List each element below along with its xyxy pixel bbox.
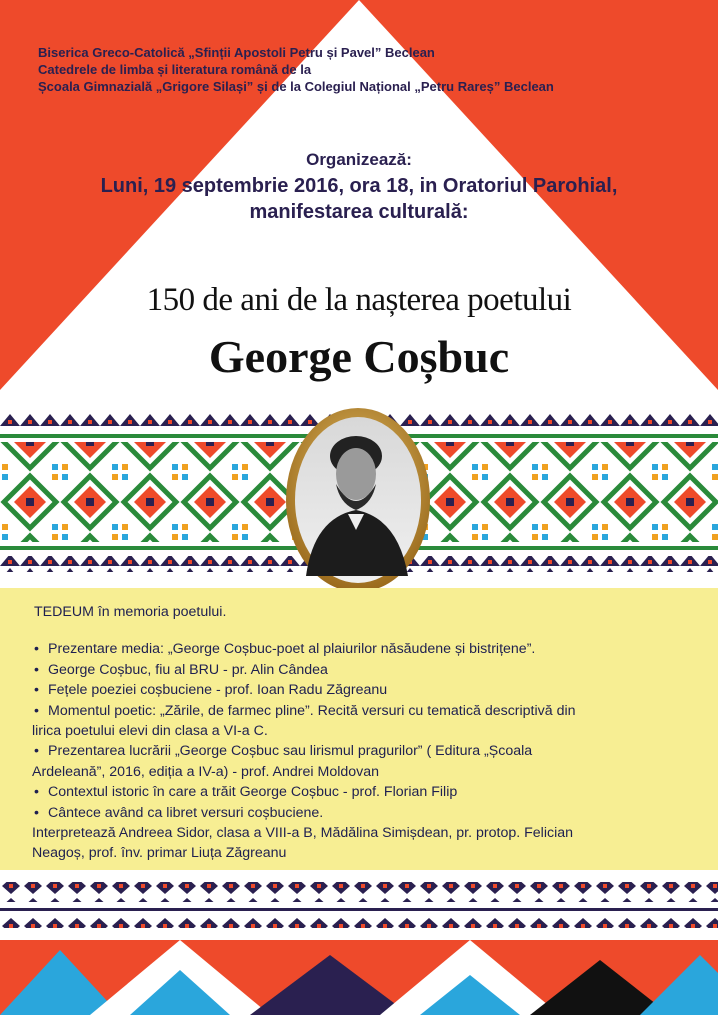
poster-title: 150 de ani de la nașterea poetului: [146, 282, 572, 318]
organizeaza-label: Organizează:: [306, 150, 412, 169]
organizer-line-1: Biserica Greco-Catolică „Sfinții Apostoli Petru și Pavel” Beclean: [38, 45, 435, 60]
list-item: • Fețele poeziei coșbuciene - prof. Ioan Radu Zăgreanu: [32, 680, 712, 700]
poet-portrait: [284, 406, 432, 594]
tedeum-line: TEDEUM în memoria poetului.: [34, 604, 227, 620]
bullet-icon: •: [34, 804, 39, 821]
performers-line-1: Interpretează Andreea Sidor, clasa a VIII-a B, Mădălina Simișdean, pr. protop. Felician: [32, 825, 574, 842]
list-item: • Cântece având ca libret versuri coșbuciene.: [32, 803, 712, 823]
list-item: • Momentul poetic: „Zările, de farmec pline”. Recită versuri cu tematică descriptivă din: [32, 701, 712, 721]
bullet-icon: •: [34, 702, 39, 719]
bullet-icon: •: [34, 743, 39, 760]
poet-name: George Coșbuc: [208, 331, 510, 382]
bullet-icon: •: [34, 661, 39, 678]
program-text: [32, 602, 712, 864]
organizers-header: [38, 44, 554, 95]
bullet-icon: •: [34, 784, 39, 801]
bullet-icon: •: [34, 682, 39, 699]
list-item: • Prezentarea lucrării „George Coșbuc sau lirismul pragurilor” ( Editura „Școala: [32, 741, 712, 761]
event-subtitle-line: manifestarea culturală:: [249, 201, 469, 223]
bullet-icon: •: [34, 641, 39, 658]
list-item-continuation: lirica poetului elevi din clasa a VI-a C.: [32, 723, 268, 740]
event-date-line: Luni, 19 septembrie 2016, ora 18, in Oratoriul Parohial,: [100, 175, 618, 197]
program-list: [32, 639, 712, 823]
performers-line-2: Neagoș, prof. înv. primar Liuța Zăgreanu: [32, 845, 287, 862]
list-item: • George Coșbuc, fiu al BRU - pr. Alin Cândea: [32, 660, 712, 680]
list-item: • Prezentare media: „George Coșbuc-poet al plaiurilor năsăudene și bistrițene”.: [32, 639, 712, 659]
organizer-line-3: Școala Gimnazială „Grigore Silași” și de la Colegiul Național „Petru Rareș” Beclean: [38, 79, 554, 94]
list-item: • Contextul istoric în care a trăit George Coșbuc - prof. Florian Filip: [32, 782, 712, 802]
organizer-line-2: Catedrele de limba și literatura română de la: [38, 62, 312, 77]
footer-embroidery: [0, 876, 718, 936]
list-item-continuation: Ardeleană”, 2016, ediția a IV-a) - prof. Andrei Moldovan: [32, 763, 380, 780]
bottom-zigzag: [0, 940, 718, 1015]
